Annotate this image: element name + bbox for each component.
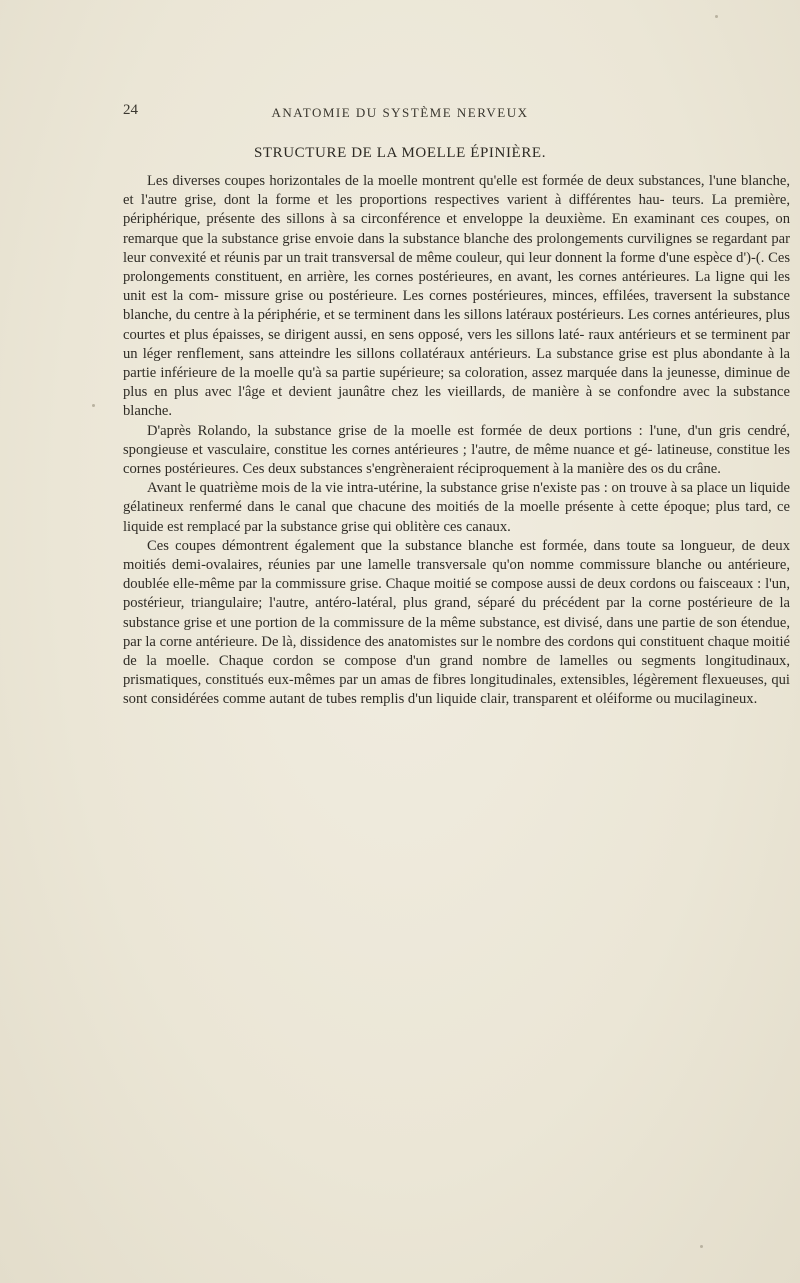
paragraph-4: Ces coupes démontrent également que la substance blanche est formée, dans toute sa longueur, de deux moitiés demi-ovalaires, réunies par une lamelle transversale qu'on nomme commissure blanche ou antérieure, doublée elle-même par la commissure grise. Chaque moitié se compose aussi de deux cordons ou faisceaux : l'un, postérieur, triangulaire; l'autre, antéro-latéral, plus grand, séparé du précédent par la corne postérieure de la substance grise et une portion de la commissure de la même substance, est divisé, dans une partie de son étendue, par la corne antérieure. De là, dissidence des anatomistes sur le nombre des cordons qui constituent chaque moitié de la moelle. Chaque cordon se compose d'un grand nombre de lamelles ou segments longitudinaux, prismatiques, constitués eux-mêmes par un amas de fibres longitudinales, extensibles, légèrement flexueuses, qui sont considérées comme autant de tubes remplis d'un liquide clair, transparent et oléiforme ou mucilagineux.	[123, 537, 790, 708]
section-title: STRUCTURE DE LA MOELLE ÉPINIÈRE.	[253, 145, 547, 161]
paper-speck	[715, 15, 718, 18]
page-number: 24	[123, 102, 138, 118]
body-text	[123, 172, 790, 710]
running-head: ANATOMIE DU SYSTÈME NERVEUX	[271, 105, 529, 120]
paper-speck	[92, 404, 95, 407]
paragraph-1: Les diverses coupes horizontales de la moelle montrent qu'elle est formée de deux substances, l'une blanche, et l'autre grise, dont la forme et les proportions respectives varient à différentes hau- teurs. La première, périphérique, présente des sillons à sa circonférence et enveloppe la deuxième. En examinant ces coupes, on remarque que la substance grise envoie dans la substance blanche des prolongements curvilignes se regardant par leur convexité et réunis par un trait transversal de même couleur, qui leur donnent la forme d'une espèce d')-(. Ces prolongements constituent, en arrière, les cornes postérieures, en avant, les cornes antérieures. La ligne qui les unit est la com- missure grise ou postérieure. Les cornes postérieures, minces, effilées, traversent la substance blanche, du centre à la périphérie, et se terminent dans les sillons latéraux postérieurs. Les cornes antérieures, plus courtes et plus épaisses, se dirigent aussi, en sens opposé, vers les sillons laté- raux antérieurs et se terminent par un léger renflement, sans atteindre les sillons collatéraux antérieurs. La substance grise est plus abondante à la partie inférieure de la moelle qu'à sa partie supérieure; sa coloration, assez marquée dans la jeunesse, diminue de plus en plus avec l'âge et devient jaunâtre chez les vieillards, de manière à se confondre avec la substance blanche.	[123, 173, 790, 420]
paragraph-2: D'après Rolando, la substance grise de la moelle est formée de deux portions : l'une, d'un gris cendré, spongieuse et vasculaire, constitue les cornes antérieures ; l'autre, de même nuance et gé- latineuse, constitue les cornes postérieures. Ces deux substances s'engrèneraient réciproquement à la manière des os du crâne.	[123, 422, 790, 478]
paper-speck	[700, 1245, 703, 1248]
paragraph-3: Avant le quatrième mois de la vie intra-utérine, la substance grise n'existe pas : on trouve à sa place un liquide gélatineux renfermé dans le canal que chacune des moitiés de la moelle présente à cette époque; plus tard, ce liquide est remplacé par la substance grise qui oblitère ces canaux.	[123, 480, 790, 535]
